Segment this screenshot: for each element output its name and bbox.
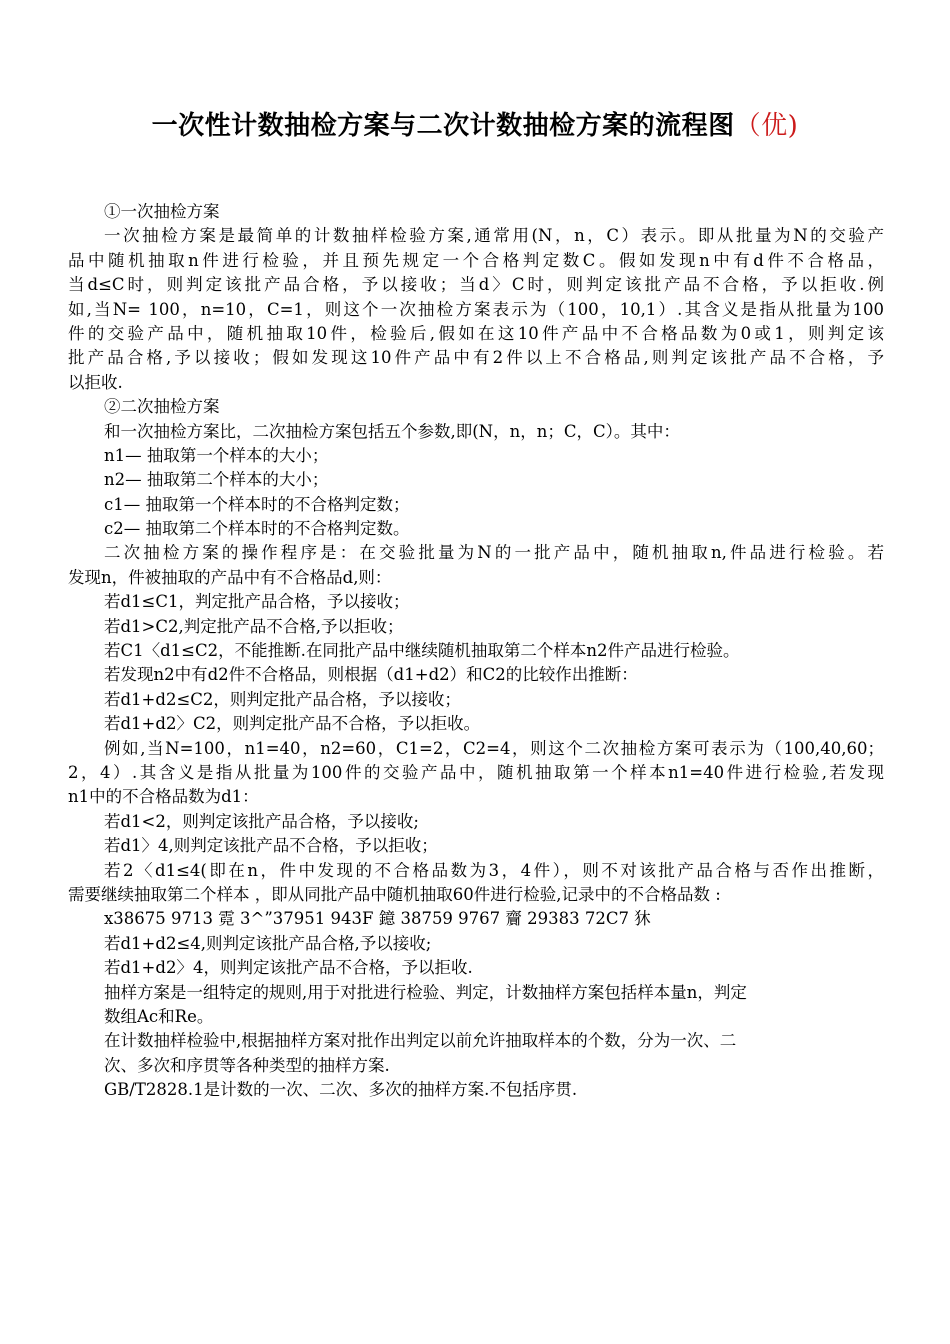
paragraph-line: 2，4）.其含义是指从批量为100件的交验产品中，随机抽取第一个样本n1=40件进行检验,若发现 bbox=[68, 762, 884, 782]
paragraph-line: 当d≤C时，则判定该批产品合格，予以接收；当d〉C时，则判定该批产品不合格，予以拒收.例 bbox=[68, 275, 884, 295]
code-line: x38675 9713 霓 3^”37951 943F 鐿 38759 9767 齎 29383 72C7 狇 bbox=[104, 909, 651, 929]
section-heading-two: ②二次抽检方案 bbox=[104, 397, 220, 417]
paragraph-line: 抽样方案是一组特定的规则,用于对批进行检验、判定，计数抽样方案包括样本量n，判定 bbox=[104, 982, 747, 1002]
document-title bbox=[0, 108, 950, 144]
paragraph-line: 二次抽检方案的操作程序是：在交验批量为N的一批产品中，随机抽取n,件品进行检验。若 bbox=[104, 543, 884, 563]
paragraph-line: 需要继续抽取第二个样本 ，即从同批产品中随机抽取60件进行检验,记录中的不合格品数 : bbox=[68, 884, 721, 904]
paragraph-line: 批产品合格,予以接收；假如发现这10件产品中有2件以上不合格品,则判定该批产品不合格，予 bbox=[68, 348, 884, 368]
paragraph-line: 和一次抽检方案比，二次抽检方案包括五个参数,即(N，n，n；C，C）。其中： bbox=[104, 421, 680, 441]
paragraph-line: 次、多次和序贯等各种类型的抽样方案. bbox=[104, 1055, 390, 1075]
rule-line: 若d1<2，则判定该批产品合格，予以接收; bbox=[104, 811, 419, 831]
paragraph-line: 发现n，件被抽取的产品中有不合格品d,则： bbox=[68, 567, 392, 587]
rule-line: 若d1+d2≤4,则判定该批产品合格,予以接收; bbox=[104, 933, 432, 953]
rule-line: 若d1+d2〉C2，则判定批产品不合格，予以拒收。 bbox=[104, 714, 481, 734]
paragraph-line: GB/T2828.1是计数的一次、二次、多次的抽样方案.不包括序贯. bbox=[104, 1080, 578, 1100]
parameter-line: c1— 抽取第一个样本时的不合格判定数； bbox=[104, 494, 410, 514]
paragraph-line: n1中的不合格品数为d1： bbox=[68, 787, 259, 807]
title-main: 一次性计数抽检方案与二次计数抽检方案的流程图 bbox=[151, 111, 735, 141]
paragraph-line: 如,当N= 100，n=10，C=1，则这个一次抽检方案表示为（100，10,1）.其含义是指从批量为100 bbox=[68, 299, 884, 319]
paragraph-line: 一次抽检方案是最简单的计数抽样检验方案,通常用(N，n，C）表示。即从批量为N的交验产 bbox=[104, 226, 884, 246]
paragraph-line: 件的交验产品中，随机抽取10件，检验后,假如在这10件产品中不合格品数为0或1，则判定该 bbox=[68, 323, 884, 343]
parameter-line: n1— 抽取第一个样本的大小； bbox=[104, 445, 329, 465]
document-body bbox=[68, 200, 884, 1102]
rule-line: 若d1≤C1，判定批产品合格，予以接收； bbox=[104, 592, 410, 612]
parameter-line: c2— 抽取第二个样本时的不合格判定数。 bbox=[104, 519, 410, 539]
rule-line: 若d1〉4,则判定该批产品不合格，予以拒收； bbox=[104, 836, 438, 856]
section-heading-one: ①一次抽检方案 bbox=[104, 202, 220, 221]
rule-line: 若d1+d2≤C2，则判定批产品合格，予以接收； bbox=[104, 689, 461, 709]
paragraph-line: 在计数抽样检验中,根据抽样方案对批作出判定以前允许抽取样本的个数，分为一次、二 bbox=[104, 1031, 737, 1051]
rule-line: 若发现n2中有d2件不合格品，则根据（d1+d2）和C2的比较作出推断： bbox=[104, 665, 638, 685]
paragraph-line: 品中随机抽取n件进行检验，并且预先规定一个合格判定数C。假如发现n中有d件不合格品， bbox=[68, 250, 884, 270]
rule-line: 若d1>C2,判定批产品不合格,予以拒收； bbox=[104, 616, 404, 636]
paragraph-line: 以拒收. bbox=[68, 372, 123, 392]
paragraph-line: 若2〈d1≤4(即在n，件中发现的不合格品数为3，4件），则不对该批产品合格与否作出推断， bbox=[104, 860, 884, 880]
paragraph-line: 例如,当N=100，n1=40，n2=60，C1=2，C2=4，则这个二次抽检方案可表示为（100,40,60； bbox=[104, 738, 884, 758]
rule-line: 若d1+d2〉4，则判定该批产品不合格，予以拒收. bbox=[104, 958, 473, 978]
parameter-line: n2— 抽取第二个样本的大小； bbox=[104, 470, 329, 490]
title-badge: （优) bbox=[734, 111, 799, 141]
rule-line: 若C1〈d1≤C2，不能推断.在同批产品中继续随机抽取第二个样本n2件产品进行检验。 bbox=[104, 641, 740, 661]
paragraph-line: 数组Ac和Re。 bbox=[104, 1006, 214, 1026]
